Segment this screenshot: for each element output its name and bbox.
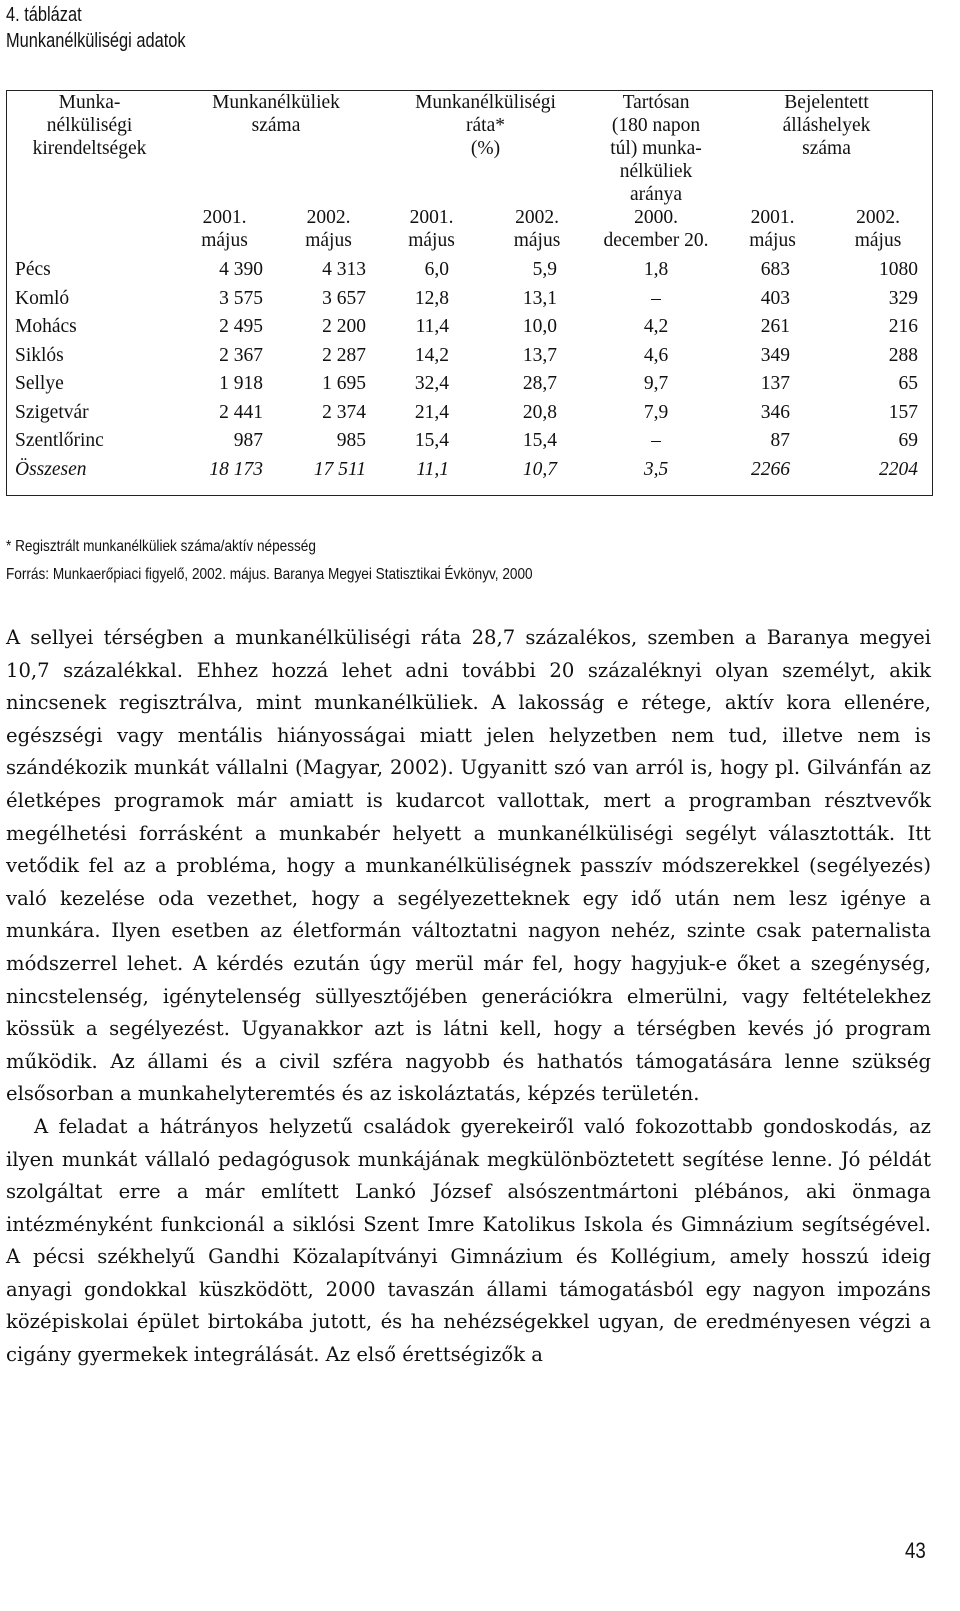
subheader-month: május (305, 230, 352, 251)
table-caption-label: 4. táblázat (6, 4, 82, 26)
subheader-month: május (749, 230, 796, 251)
table-cell: 7,9 (643, 401, 669, 423)
table-header-row (7, 91, 932, 206)
header-rate (380, 91, 591, 206)
table-cell: 3 657 (322, 287, 366, 309)
row-label: Szigetvár (15, 401, 89, 423)
subheader-year: 2001. (409, 207, 454, 228)
row-label: Szentlőrinc (15, 430, 104, 451)
table-cell: 329 (888, 287, 919, 309)
table-row (7, 344, 932, 373)
table-cell: 17 511 (313, 458, 366, 480)
table-cell: 10,0 (522, 316, 558, 337)
table-cell: 288 (888, 344, 919, 366)
table-cell: 157 (888, 401, 919, 423)
table-row (7, 258, 932, 287)
table-cell: 2266 (751, 458, 791, 480)
table-cell: 15,4 (522, 430, 558, 451)
table-cell: 20,8 (522, 401, 558, 423)
table-cell: 13,7 (522, 344, 558, 366)
header-longterm-line: aránya (630, 184, 682, 205)
table-cell: 216 (888, 316, 919, 337)
table-cell: 18 173 (209, 458, 263, 480)
page-number: 43 (905, 1538, 926, 1563)
header-count-line: száma (251, 115, 301, 136)
table-cell: 1 695 (322, 373, 366, 394)
table-cell: 3 575 (219, 287, 263, 309)
table-cell: 11,1 (416, 458, 449, 480)
table-cell: 3,5 (643, 458, 669, 480)
unemployment-data-table (6, 90, 933, 496)
table-cell: 137 (760, 373, 791, 394)
subheader-month: május (201, 230, 248, 251)
header-count-line: Munkanélküliek (212, 92, 340, 113)
table-footnote: * Regisztrált munkanélküliek száma/aktív népesség (6, 538, 316, 555)
table-cell: 32,4 (414, 373, 449, 394)
subheader-count-2002 (277, 206, 380, 258)
subheader-month: május (513, 230, 561, 251)
header-office-line: nélküliségi (46, 115, 133, 136)
table-cell: 1,8 (643, 259, 669, 280)
table-cell: 4,2 (643, 316, 669, 337)
header-longterm (591, 91, 721, 206)
table-cell: 2 367 (219, 344, 263, 366)
subheader-count-2001 (172, 206, 277, 258)
table-cell: 403 (760, 287, 791, 309)
table-caption-title: Munkanélküliségi adatok (6, 30, 186, 52)
header-longterm-line: (180 napon (611, 115, 701, 136)
subheader-month: december 20. (603, 230, 709, 251)
header-office (7, 91, 172, 206)
table-cell: 1080 (879, 259, 919, 280)
header-rate-line: Munkanélküliségi (415, 92, 556, 113)
body-text (6, 622, 931, 1372)
table-cell: 1 918 (219, 373, 263, 394)
table-cell: 2 441 (219, 401, 263, 423)
table-cell: 6,0 (424, 259, 449, 280)
header-jobs (721, 91, 932, 206)
row-label: Összesen (15, 458, 87, 480)
header-longterm-line: nélküliek (619, 161, 693, 182)
header-count (172, 91, 380, 206)
subheader-empty (7, 206, 172, 258)
table-cell: 28,7 (522, 373, 558, 394)
table-cell: 12,8 (414, 287, 449, 309)
subheader-month: május (854, 230, 902, 251)
subheader-rate-2002 (483, 206, 591, 258)
header-office-line: Munka- (58, 92, 121, 113)
subheader-year: 2002. (856, 207, 900, 228)
row-label: Siklós (15, 344, 64, 366)
table-cell: 11,4 (415, 316, 449, 337)
header-office-line: kirendeltségek (32, 138, 147, 159)
header-jobs-line: Bejelentett (784, 92, 869, 113)
header-jobs-line: száma (802, 138, 851, 159)
subheader-jobs-2002 (824, 206, 932, 258)
table-cell: 346 (760, 401, 791, 423)
table-cell: 261 (760, 316, 791, 337)
table-cell: 10,7 (522, 458, 558, 480)
table-subheader-row (7, 206, 932, 258)
table-cell: 14,2 (414, 344, 449, 366)
table-cell: 69 (898, 430, 919, 451)
table-cell: 2 200 (322, 316, 366, 337)
table-row (7, 315, 932, 344)
header-rate-line: (%) (470, 138, 501, 159)
table-cell: 13,1 (522, 287, 558, 309)
table-cell: 2 287 (322, 344, 366, 366)
table-cell: – (651, 287, 661, 309)
table-row (7, 401, 932, 430)
header-longterm-line: Tartósan (622, 92, 690, 113)
table-cell: 65 (898, 373, 919, 394)
row-label: Komló (15, 287, 70, 309)
row-label: Pécs (15, 259, 51, 280)
subheader-jobs-2001 (721, 206, 824, 258)
table-row (7, 287, 932, 316)
table-cell: 683 (760, 259, 791, 280)
table-row (7, 429, 932, 458)
subheader-year: 2002. (306, 207, 351, 228)
table-cell: 4 390 (219, 259, 263, 280)
table-cell: 4,6 (643, 344, 669, 366)
subheader-rate-2001 (380, 206, 483, 258)
header-rate-line: ráta* (466, 115, 505, 136)
table-cell: 987 (233, 430, 263, 451)
subheader-year: 2000. (634, 207, 678, 228)
table-cell: 985 (336, 430, 366, 451)
subheader-year: 2002. (515, 207, 559, 228)
paragraph: A sellyei térségben a munkanélküliségi ráta 28,7 százalékos, szemben a Baranya megyei 10,7 százalékkal. Ehhez hozzá lehet adni további 20 százaléknyi olyan személyt, akik nincsenek regisztrálva, mint munkanélküliek. A lakosság e rétege, aktív kora ellenére, egészségi vagy mentális hiányosságai miatt jelen helyzetben nem tud, illetve nem is szándékozik munkát vállalni (Magyar, 2002). Ugyanitt szó van arról is, hogy pl. Gilvánfán az életképes programok már amiatt is kudarcot vallottak, mert a programban résztvevők megélhetési forrásként a munkabér helyett a munkanélküliségi segélyt választották. Itt vetődik fel az a probléma, hogy a munkanélküliségnek passzív módszerekkel (segélyezés) való kezelése oda vezethet, hogy a segélyezetteknek egy idő után nem lesz igénye a munkára. Ilyen esetben az életformán változtatni nagyon nehéz, szinte csak paternalista módszerrel lehet. A kérdés ezután úgy merül már fel, hogy hagyjuk-e őket a szegénység, nincstelenség, igénytelenség süllyesztőjében generációkra elmerülni, vagy feltételekhez kössük a segélyezést. Ugyanakkor azt is látni kell, hogy a térségben kevés jó program működik. Az állami és a civil szféra nagyobb és hathatós támogatására lenne szükség elsősorban a munkahelyteremtés és az iskoláztatás, képzés területén. (6, 626, 931, 1106)
subheader-month: május (408, 230, 455, 251)
paragraph: A feladat a hátrányos helyzetű családok gyerekeiről való fokozottabb gondoskodás, az ilyen munkát vállaló pedagógusok munkájának megkülönböztetett segítése lenne. Jó példát szolgáltat erre a már említett Lankó József alsószentmártoni plébános, aki önmaga intézményként funkcionál a siklósi Szent Imre Katolikus Iskola és Gimnázium segítségével. A pécsi székhelyű Gandhi Közalapítványi Gimnázium és Kollégium, amely hosszú ideig anyagi gondokkal küszködött, 2000 tavaszán állami támogatásból egy nagyon impozáns középiskolai épület birtokába jutott, és ha nehézségekkel ugyan, de eredményesen végzi a cigány gyermekek integrálását. Az első érettségizők a (6, 1114, 931, 1367)
subheader-year: 2001. (750, 207, 795, 228)
table-cell: 2 495 (219, 316, 263, 337)
table-body (7, 258, 932, 486)
table-cell: 5,9 (532, 259, 558, 280)
table-total-row (7, 458, 932, 487)
table-cell: 2 374 (322, 401, 366, 423)
table-row (7, 372, 932, 401)
table-grid (7, 91, 932, 486)
subheader-longterm-2000 (591, 206, 721, 258)
table-cell: 349 (760, 344, 791, 366)
table-cell: 21,4 (414, 401, 449, 423)
subheader-year: 2001. (202, 207, 247, 228)
table-cell: – (651, 430, 661, 451)
row-label: Mohács (15, 316, 77, 337)
table-cell: 9,7 (643, 373, 669, 394)
table-cell: 87 (770, 430, 791, 451)
table-cell: 2204 (879, 458, 919, 480)
table-source: Forrás: Munkaerőpiaci figyelő, 2002. május. Baranya Megyei Statisztikai Évkönyv, 2000 (6, 566, 533, 583)
table-cell: 4 313 (322, 259, 366, 280)
table-cell: 15,4 (414, 430, 449, 451)
row-label: Sellye (15, 373, 64, 394)
header-longterm-line: túl) munka- (610, 138, 702, 159)
header-jobs-line: álláshelyek (782, 115, 871, 136)
